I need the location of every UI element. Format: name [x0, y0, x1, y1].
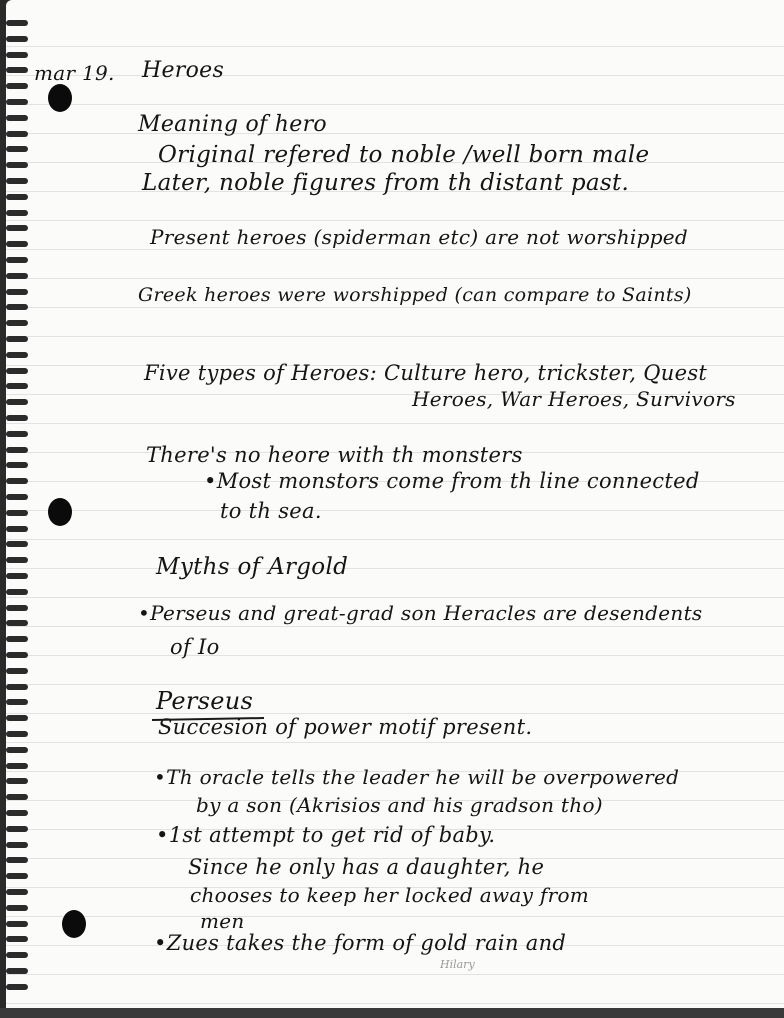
spiral-coil [6, 494, 28, 500]
spiral-coil [6, 510, 28, 516]
spiral-coil [6, 320, 28, 326]
spiral-coil [6, 936, 28, 942]
spiral-coil [6, 636, 28, 642]
spiral-coil [6, 842, 28, 848]
spiral-coil [6, 67, 28, 73]
spiral-coil [6, 778, 28, 784]
spiral-coil [6, 905, 28, 911]
spiral-coil [6, 968, 28, 974]
punch-hole-middle [48, 498, 72, 526]
spiral-coil [6, 52, 28, 58]
note-line: • Th oracle tells the leader he will be overpowered [154, 762, 679, 792]
section-heading: Perseus [156, 687, 254, 715]
spiral-coil [6, 257, 28, 263]
spiral-coil [6, 557, 28, 563]
spiral-coil [6, 415, 28, 421]
spiral-coil [6, 146, 28, 152]
note-line: to th sea. [220, 499, 322, 523]
spiral-coil [6, 462, 28, 468]
spiral-coil [6, 368, 28, 374]
spiral-coil [6, 273, 28, 279]
spiral-coil [6, 984, 28, 990]
note-line: Heroes, War Heroes, Survivors [412, 387, 736, 411]
note-line: Meaning of hero [138, 112, 327, 137]
spiral-coil [6, 715, 28, 721]
spiral-coil [6, 605, 28, 611]
note-line: Succesion of power motif present. [158, 715, 533, 739]
spiral-coil [6, 668, 28, 674]
spiral-coil [6, 431, 28, 437]
spiral-coil [6, 652, 28, 658]
note-line: Five types of Heroes: Culture hero, trickster, Quest [144, 361, 708, 385]
spiral-coil [6, 336, 28, 342]
spiral-coil [6, 620, 28, 626]
spiral-coil [6, 541, 28, 547]
spiral-coil [6, 826, 28, 832]
spiral-binding [0, 20, 34, 1010]
spiral-coil [6, 952, 28, 958]
note-date: mar 19. [34, 61, 115, 85]
spiral-coil [6, 352, 28, 358]
spiral-coil [6, 194, 28, 200]
spiral-coil [6, 873, 28, 879]
spiral-coil [6, 99, 28, 105]
note-line: men [200, 909, 245, 933]
note-line: Myths of Argold [156, 554, 349, 580]
spiral-coil [6, 383, 28, 389]
punch-hole-top [48, 84, 72, 112]
note-line: chooses to keep her locked away from [190, 883, 590, 907]
note-line: Original refered to noble /well born male [158, 142, 650, 168]
notebook-cover-edge [0, 1008, 784, 1018]
spiral-coil [6, 731, 28, 737]
spiral-coil [6, 289, 28, 295]
spiral-coil [6, 225, 28, 231]
note-title: Heroes [142, 58, 225, 83]
spiral-coil [6, 526, 28, 532]
spiral-coil [6, 747, 28, 753]
faint-signature: Hilary [440, 958, 475, 971]
spiral-coil [6, 794, 28, 800]
spiral-coil [6, 810, 28, 816]
note-line: Greek heroes were worshipped (can compare to Saints) [138, 284, 692, 306]
spiral-coil [6, 684, 28, 690]
spiral-coil [6, 304, 28, 310]
spiral-coil [6, 399, 28, 405]
spiral-coil [6, 36, 28, 42]
spiral-coil [6, 115, 28, 121]
spiral-coil [6, 857, 28, 863]
spiral-coil [6, 162, 28, 168]
spiral-coil [6, 889, 28, 895]
spiral-coil [6, 210, 28, 216]
note-line: Later, noble figures from th distant past. [142, 170, 630, 196]
note-line: • Perseus and great-grad son Heracles are desendents [138, 598, 702, 628]
spiral-coil [6, 241, 28, 247]
spiral-coil [6, 699, 28, 705]
note-line: by a son (Akrisios and his gradson tho) [196, 793, 603, 817]
note-line: Since he only has a daughter, he [188, 855, 545, 879]
note-line: Present heroes (spiderman etc) are not worshipped [150, 225, 689, 249]
spiral-coil [6, 131, 28, 137]
spiral-coil [6, 83, 28, 89]
spiral-coil [6, 20, 28, 26]
note-line: of Io [170, 635, 220, 659]
spiral-coil [6, 447, 28, 453]
note-line: • 1st attempt to get rid of baby. [156, 820, 495, 850]
spiral-coil [6, 478, 28, 484]
spiral-coil [6, 573, 28, 579]
spiral-coil [6, 589, 28, 595]
note-line: • Zues takes the form of gold rain and [154, 928, 566, 958]
note-line: • Most monstors come from th line connected [204, 466, 700, 496]
note-line: There's no heore with th monsters [146, 443, 523, 467]
spiral-coil [6, 763, 28, 769]
spiral-coil [6, 178, 28, 184]
punch-hole-bottom [62, 910, 86, 938]
spiral-coil [6, 921, 28, 927]
